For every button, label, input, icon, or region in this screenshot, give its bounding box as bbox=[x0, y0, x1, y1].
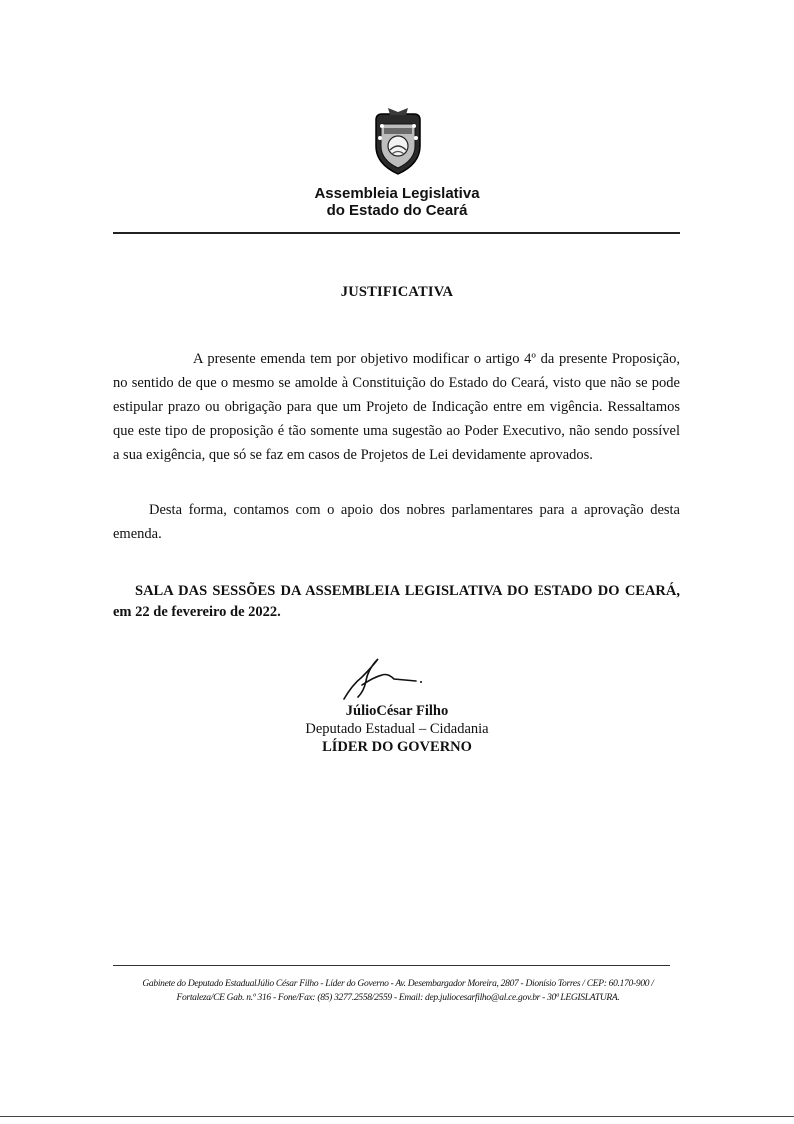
handwritten-signature bbox=[338, 655, 428, 703]
document-title: JUSTIFICATIVA bbox=[340, 284, 454, 300]
institution-name-line2: do Estado do Ceará bbox=[326, 202, 468, 219]
signatory-office: LÍDER DO GOVERNO bbox=[322, 739, 472, 755]
signatory-role: Deputado Estadual – Cidadania bbox=[305, 721, 489, 737]
body-paragraph-1: A presente emenda tem por objetivo modificar o artigo 4º da presente Proposição, no sentido de que o mesmo se amolde à Constituição do Estado do Ceará, visto que não se pode estipular prazo ou obrigação para que um Projeto de Indicação entre em vigência. Ressaltamos que este tipo de proposição é tão somente uma sugestão ao Poder Executivo, não sendo possível a sua exigência, que só se faz em casos de Projetos de Lei devidamente aprovados. bbox=[113, 351, 680, 463]
ceara-coat-of-arms-icon bbox=[368, 106, 428, 178]
footer-address-line2: Fortaleza/CE Gab. n.º 316 - Fone/Fax: (85) 3277.2558/2559 - Email: dep.juliocesarfilho@al.ce.gov.br - 30ª LEGISLATURA. bbox=[176, 993, 620, 1003]
signatory-name: JúlioCésar Filho bbox=[345, 703, 449, 719]
page-edge-line bbox=[0, 1116, 794, 1117]
footer-divider bbox=[113, 965, 670, 966]
header-divider bbox=[113, 232, 680, 234]
footer-address-line1: Gabinete do Deputado EstadualJúlio César Filho - Líder do Governo - Av. Desembargador Moreira, 2807 - Dionísio Torres / CEP: 60.170-900 / bbox=[142, 979, 654, 989]
institution-name-line1: Assembleia Legislativa bbox=[314, 185, 480, 202]
closing-statement: SALA DAS SESSÕES DA ASSEMBLEIA LEGISLATIVA DO ESTADO DO CEARÁ, em 22 de fevereiro de 2022. bbox=[113, 583, 680, 620]
body-paragraph-2: Desta forma, contamos com o apoio dos nobres parlamentares para a aprovação desta emenda. bbox=[113, 502, 680, 542]
